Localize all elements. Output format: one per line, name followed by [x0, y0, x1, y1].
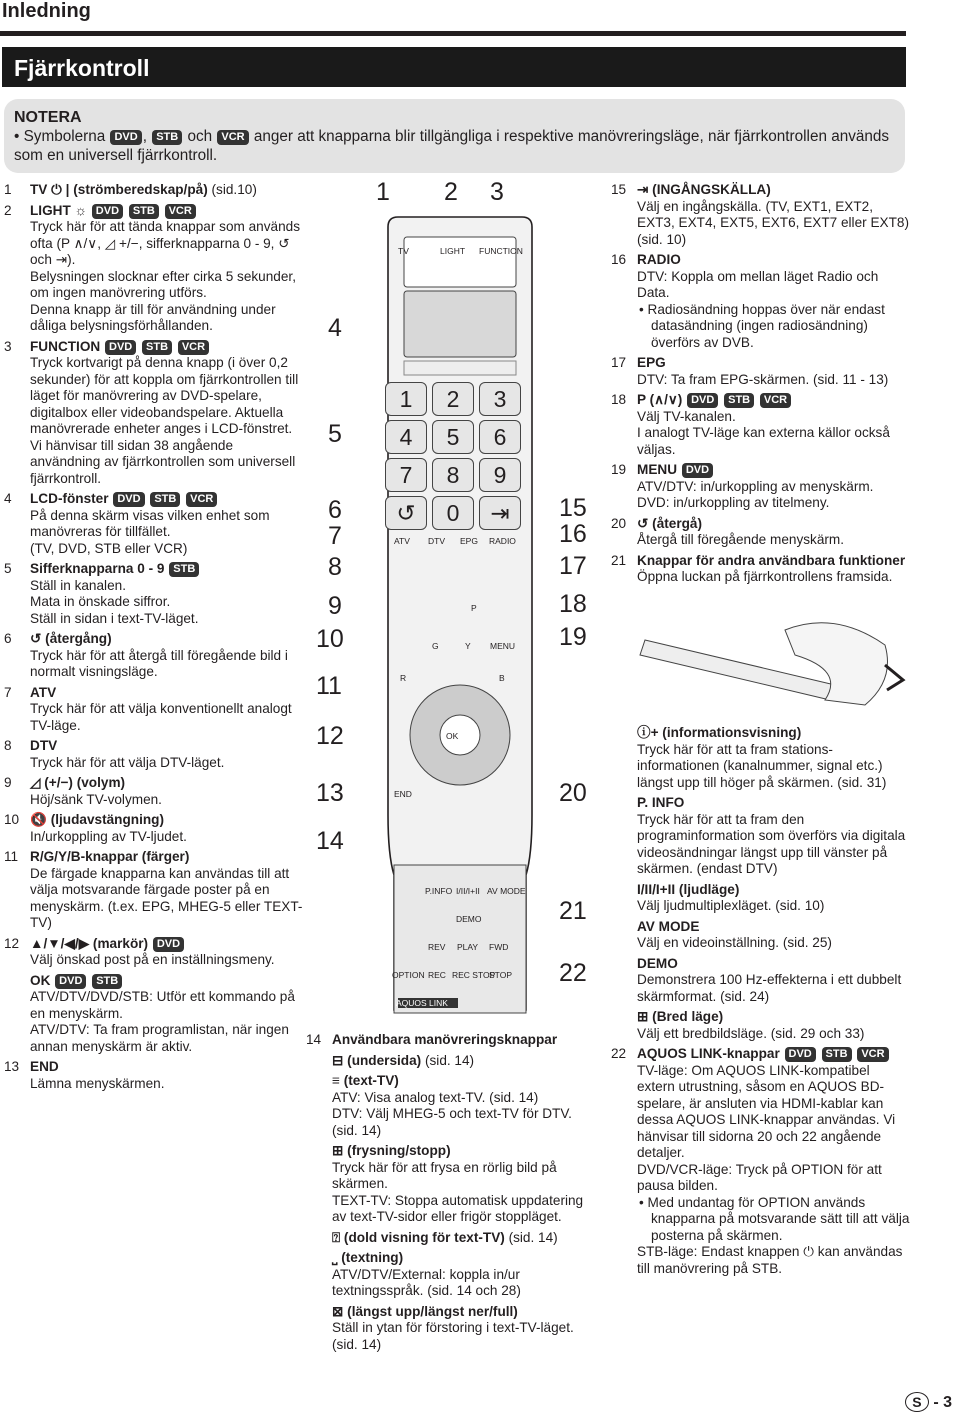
badge-stb: STB: [129, 204, 159, 219]
callout-label: 8: [328, 553, 342, 581]
badge-stb: STB: [92, 974, 122, 989]
item-title: 🔇 (ljudavstängning): [30, 812, 164, 827]
item-title: TV ⏻ | (strömberedskap/på): [30, 182, 208, 197]
item-number: 8: [4, 738, 12, 753]
remote-key: 2: [432, 382, 474, 416]
badge-dvd: DVD: [110, 130, 141, 145]
item-heading: [611, 795, 911, 812]
item-title: DTV: [30, 738, 58, 753]
item-desc: Tryck här för att tända knappar som används ofta (P ∧/∨, ◿ +/−, sifferknapparna 0 - 9, ↺ och ⇥).: [30, 219, 300, 267]
item-heading: [611, 956, 911, 973]
item-desc: Välj TV-kanalen.: [637, 408, 736, 424]
item-heading: [4, 812, 304, 829]
cover-opening-illustration: [635, 610, 915, 710]
badge-vcr: VCR: [186, 492, 217, 507]
item-number: 1: [4, 182, 12, 197]
sub-desc: ATV/DTV/External: koppla in/ur textningsspråk. (sid. 14 och 28): [332, 1266, 521, 1298]
item-title: FUNCTION: [30, 338, 101, 354]
right2-item: [611, 795, 911, 878]
badge-stb: STB: [152, 130, 182, 145]
remote-key: 3: [479, 382, 521, 416]
item-number: 5: [4, 561, 12, 576]
item-title: ⇥ (INGÅNGSKÄLLA): [637, 182, 771, 197]
item-title: P. INFO: [637, 795, 685, 810]
sub-desc: Ställ in ytan för förstoring i text-TV-läget. (sid. 14): [332, 1320, 574, 1352]
remote-key: 9: [479, 458, 521, 492]
item-desc: Tryck kortvarigt på denna knapp (i över 0,2 sekunder) för att koppla om fjärrkontrollen till läget för manövrering av DVD-spelare, digitalbox eller videobandspelare. Aktuella manövrerade enheter anges i LCD-fönstret.: [30, 355, 299, 436]
right-item: [611, 252, 911, 351]
item-title: LIGHT ☼: [30, 202, 88, 218]
item-desc: Välj en ingångskälla. (TV, EXT1, EXT2, EXT3, EXT4, EXT5, EXT6, EXT7 eller EXT8) (sid. 10): [637, 198, 909, 247]
badge-vcr: VCR: [178, 340, 209, 355]
item-title: ATV: [30, 684, 57, 700]
item-heading: [611, 182, 911, 199]
callout-label: 9: [328, 592, 342, 620]
remote-label: P: [471, 603, 477, 613]
item-bullet: • Radiosändning hoppas över när endast datasändning (ingen radiosändning) överförs av DVB.: [639, 301, 885, 350]
item-number: 18: [611, 392, 627, 407]
remote-label: DEMO: [456, 914, 482, 924]
page-number: - 3: [933, 1394, 952, 1411]
badge-vcr: VCR: [165, 204, 196, 219]
callout-label: 7: [328, 522, 342, 550]
item-heading: [611, 355, 911, 372]
item-desc: DTV: Koppla om mellan läget Radio och Data.: [637, 268, 879, 300]
item-desc: DTV: Ta fram EPG-skärmen. (sid. 11 - 13): [637, 371, 889, 387]
remote-key: 8: [432, 458, 474, 492]
item-number: 17: [611, 355, 627, 370]
badge-dvd: DVD: [113, 492, 144, 507]
item-desc: Tryck här för att återgå till föregående bild i normalt visningsläge.: [30, 647, 288, 679]
badge-stb: STB: [822, 1047, 852, 1062]
item-desc: Demonstrera 100 Hz-effekterna i ett dubbelt skärmformat. (sid. 24): [637, 972, 902, 1004]
left-item: [4, 561, 304, 627]
item-heading: [611, 919, 911, 936]
remote-key: 7: [385, 458, 427, 492]
item-desc: DVD/VCR-läge: Tryck på OPTION för att pausa bilden.: [637, 1161, 882, 1193]
item-desc: Tryck här för att ta fram stations-informationen (kanalnummer, signal etc.) längst upp till höger på skärmen. (sid. 31): [637, 741, 887, 790]
item-heading: [611, 462, 911, 479]
callout-label: 6: [328, 496, 342, 524]
item-heading: [611, 516, 911, 533]
left-item: [4, 812, 304, 845]
right2-item: [611, 882, 911, 915]
note-title: NOTERA: [14, 109, 82, 126]
item-title: ▲/▼/◀/▶ (markör): [30, 935, 149, 951]
item-title: R/G/Y/B-knappar (färger): [30, 849, 190, 864]
item-heading: [4, 491, 304, 508]
item-desc: ATV/DTV: in/urkoppling av menyskärm.: [637, 478, 874, 494]
badge-dvd: DVD: [153, 937, 184, 952]
item-title: Användbara manövreringsknappar: [332, 1032, 558, 1047]
callout-label: 16: [559, 520, 587, 548]
item-desc: Ställ in sidan i text-TV-läget.: [30, 610, 199, 626]
item-number: 3: [4, 338, 12, 354]
item-title: ⓘ+ (informationsvisning): [637, 725, 802, 740]
item-heading: [4, 1059, 304, 1076]
callout-label: 21: [559, 897, 587, 925]
tv-label: TV: [398, 246, 409, 256]
callout-label: 3: [490, 178, 504, 206]
remote-label: Y: [465, 641, 471, 651]
remote-label: G: [432, 641, 439, 651]
right-item: [611, 355, 911, 388]
left-item: [4, 936, 304, 969]
item-desc: DVD: in/urkoppling av titelmeny.: [637, 495, 830, 510]
callout-label: 5: [328, 420, 342, 448]
items-right2-column: [611, 725, 911, 1281]
item-heading: [306, 1032, 596, 1049]
remote-label: FWD: [489, 942, 509, 952]
left-item: [4, 1059, 304, 1092]
item-desc: Denna knapp är till för användning under dåliga belysningsförhållanden.: [30, 301, 276, 333]
item-title: ⊞ (Bred läge): [637, 1009, 724, 1024]
item-heading: [611, 392, 911, 409]
remote-label: P.INFO: [425, 886, 453, 896]
item-number: 21: [611, 552, 627, 568]
callout-label: 11: [316, 672, 342, 700]
mode-label: EPG: [460, 536, 478, 546]
item-heading: [4, 561, 304, 578]
item-heading: [4, 738, 304, 755]
item-heading: [4, 182, 304, 199]
item14-column: [306, 1032, 596, 1353]
item-desc: Ställ in kanalen.: [30, 577, 126, 593]
item-number: 2: [4, 202, 12, 218]
callout-label: 1: [376, 178, 390, 206]
mode-label: DTV: [428, 536, 445, 546]
section-title: Fjärrkontroll: [14, 55, 150, 81]
remote-key: 5: [432, 420, 474, 454]
item-desc: (TV, DVD, STB eller VCR): [30, 540, 188, 556]
remote-key: ⇥: [479, 496, 521, 530]
item-heading: [611, 882, 911, 899]
callout-label: 14: [316, 827, 344, 855]
remote-key: 4: [385, 420, 427, 454]
item-desc: Tryck här för att välja konventionellt analogt TV-läge.: [30, 701, 292, 733]
right2-item: [611, 725, 911, 791]
item-title: LCD-fönster: [30, 491, 109, 506]
callout-label: 22: [559, 959, 587, 987]
right2-item: [611, 1009, 911, 1042]
left-item: [4, 973, 304, 1056]
right2-item: [611, 1046, 911, 1277]
left-item: [4, 182, 304, 199]
sub-heading: ⊟ (undersida) (sid. 14): [332, 1052, 475, 1068]
chapter-title: Inledning: [2, 0, 91, 22]
right-item: [611, 516, 911, 549]
remote-key: 1: [385, 382, 427, 416]
function-label: FUNCTION: [479, 246, 523, 256]
sub-heading: ≡ (text-TV): [332, 1073, 399, 1088]
remote-label: AQUOS LINK: [396, 998, 448, 1008]
page-footer: [905, 1392, 952, 1412]
item-title: ↺ (återgång): [30, 631, 112, 646]
item-title: ↺ (återgå): [637, 515, 703, 531]
light-label: LIGHT: [440, 246, 466, 256]
item-number: 14: [306, 1032, 322, 1047]
right-item: [611, 462, 911, 512]
badge-vcr: VCR: [217, 130, 248, 145]
remote-label: REC STOP: [452, 970, 496, 980]
item-desc: TV-läge: Om AQUOS LINK-kompatibel extern utrustning, såsom en AQUOS BD-spelare, är ansluten via HDMI-kablar kan dessa AQUOS LINK-knappar användas. Vi hänvisar till sidorna 20 och 22 angående detaljer.: [637, 1062, 896, 1160]
badge-vcr: VCR: [760, 393, 791, 408]
left-item: [4, 849, 304, 932]
item-desc: De färgade knapparna kan användas till att välja motsvarande färgade poster på en menyskärm. (t.ex. EPG, MHEG-5 eller TEXT-TV): [30, 865, 303, 930]
item-desc: Vi hänvisar till sidan 38 angående användning av fjärrkontrollen som universell fjärrkontroll.: [30, 437, 296, 486]
remote-label: OK: [446, 731, 459, 741]
item-desc: Välj ett bredbildsläge. (sid. 29 och 33): [637, 1025, 865, 1041]
left-item: [4, 685, 304, 735]
note-and: och: [187, 128, 213, 145]
items-left-column: [4, 182, 304, 1096]
item-desc: I analogt TV-läge kan externa källor också väljas.: [637, 425, 890, 457]
right-item: [611, 392, 911, 458]
item-title: AV MODE: [637, 918, 700, 934]
callout-label: 4: [328, 314, 342, 342]
left-item: [4, 775, 304, 808]
item-desc: Tryck här för att välja DTV-läget.: [30, 754, 225, 770]
item-desc: ATV/DTV/DVD/STB: Utför ett kommando på en menyskärm.: [30, 989, 295, 1021]
item-ref: (sid.10): [211, 182, 257, 197]
remote-label: R: [400, 673, 407, 683]
item-desc: Välj en videoinställning. (sid. 25): [637, 935, 832, 950]
badge-dvd: DVD: [55, 974, 86, 989]
mode-label: ATV: [394, 536, 410, 546]
item-title: Knappar för andra användbara funktioner: [637, 552, 906, 568]
item-title: AQUOS LINK-knappar: [637, 1046, 780, 1061]
item-desc: Belysningen slocknar efter cirka 5 sekunder, om ingen manövrering utförs.: [30, 268, 296, 300]
item-desc: ATV/DTV: Ta fram programlistan, när ingen annan menyskärm är aktiv.: [30, 1022, 289, 1054]
remote-label: OPTION: [392, 970, 425, 980]
callout-label: 10: [316, 625, 344, 653]
right-item: [611, 182, 911, 248]
remote-label: MENU: [490, 641, 516, 651]
header-rule: [0, 31, 906, 36]
sub-desc: ATV: Visa analog text-TV. (sid. 14): [332, 1089, 539, 1105]
item-title: DEMO: [637, 955, 678, 971]
item-desc: Höj/sänk TV-volymen.: [30, 791, 162, 807]
remote-body: [380, 215, 540, 1020]
item-heading: [4, 849, 304, 866]
badge-stb: STB: [724, 393, 754, 408]
remote-label: STOP: [489, 970, 512, 980]
badge-stb: STB: [169, 562, 199, 577]
callout-label: 15: [559, 494, 587, 522]
callout-label: 19: [559, 623, 587, 651]
sub-heading: ⊠ (längst upp/längst ner/full): [332, 1303, 518, 1319]
sub-desc: TEXT-TV: Stoppa automatisk uppdatering av text-TV-sidor eller frigör stoppläget.: [332, 1192, 584, 1224]
mode-label: RADIO: [489, 536, 516, 546]
remote-label: I/II/I+II: [456, 886, 480, 896]
remote-label: AV MODE: [487, 886, 526, 896]
left-item: [4, 203, 304, 335]
right2-item: [611, 956, 911, 1006]
sub-heading: ⍰ (dold visning för text-TV) (sid. 14): [332, 1229, 558, 1245]
item-desc: In/urkoppling av TV-ljudet.: [30, 828, 187, 844]
badge-stb: STB: [142, 340, 172, 355]
item-desc: Mata in önskade siffror.: [30, 594, 171, 609]
right-item: [611, 553, 911, 586]
callout-label: 18: [559, 590, 587, 618]
badge-dvd: DVD: [687, 393, 718, 408]
item-number: 22: [611, 1046, 627, 1061]
item-title: I/II/I+II (ljudläge): [637, 881, 740, 897]
callout-label: 2: [444, 178, 458, 206]
badge-vcr: VCR: [857, 1047, 888, 1062]
item-number: 11: [4, 849, 19, 864]
item-desc: Lämna menyskärmen.: [30, 1075, 165, 1091]
item-number: 12: [4, 935, 20, 951]
item-number: 15: [611, 182, 627, 197]
language-badge: S: [905, 1392, 929, 1412]
item-title: Sifferknapparna 0 - 9: [30, 561, 165, 576]
sub-heading: ⎵ (textning): [332, 1250, 404, 1265]
callout-label: 12: [316, 722, 344, 750]
item-desc: På denna skärm visas vilken enhet som manövreras för tillfället.: [30, 507, 270, 539]
left-item: [4, 491, 304, 557]
item-title: P (∧/∨): [637, 392, 683, 407]
item-number: 13: [4, 1059, 20, 1074]
item-number: 6: [4, 631, 12, 646]
sub-desc: DTV: Välj MHEG-5 och text-TV för DTV. (sid. 14): [332, 1106, 572, 1138]
note-suffix: anger att knapparna blir tillgängliga i respektive manövreringsläge, när fjärrkontrollen används som en universell fjärrkontroll.: [14, 128, 890, 164]
remote-key: 0: [432, 496, 474, 530]
item-heading: [611, 1046, 911, 1063]
item-desc: Välj ljudmultiplexläget. (sid. 10): [637, 898, 825, 913]
left-item: [4, 339, 304, 488]
remote-label: PLAY: [457, 942, 479, 952]
item-heading: [4, 631, 304, 648]
badge-dvd: DVD: [92, 204, 123, 219]
callout-label: 20: [559, 779, 587, 807]
item-desc: Öppna luckan på fjärrkontrollens framsida.: [637, 569, 893, 584]
item-number: 4: [4, 491, 12, 506]
item-number: 20: [611, 515, 627, 531]
item-heading: [611, 252, 911, 269]
item-number: 9: [4, 775, 12, 790]
item-heading: [4, 339, 304, 356]
item-desc: Återgå till föregående menyskärm.: [637, 532, 845, 547]
item-title: END: [30, 1059, 59, 1074]
callout-label: 17: [559, 552, 587, 580]
item-title: MENU: [637, 462, 678, 477]
remote-label: B: [499, 673, 505, 683]
item-number: 7: [4, 684, 12, 700]
badge-stb: STB: [150, 492, 180, 507]
item-title: RADIO: [637, 252, 681, 267]
item-number: 16: [611, 252, 627, 267]
remote-label: END: [394, 789, 412, 799]
remote-key: 6: [479, 420, 521, 454]
item-desc: Tryck här för att ta fram den programinformation som överförs via digitala videosändningar längst upp till vänster på skärmen. (endast DTV): [637, 811, 906, 876]
badge-dvd: DVD: [682, 463, 713, 478]
sub-desc: Tryck här för att frysa en rörlig bild på skärmen.: [332, 1159, 557, 1191]
left-item: [4, 738, 304, 771]
note-prefix: Symbolerna: [23, 128, 106, 145]
item-title: ◿ (+/−) (volym): [30, 775, 126, 790]
item-heading: [4, 936, 304, 953]
item-heading: [4, 973, 304, 990]
item-title: OK: [30, 972, 51, 988]
badge-dvd: DVD: [105, 340, 136, 355]
badge-dvd: DVD: [785, 1047, 816, 1062]
item-number: 19: [611, 462, 627, 477]
callout-label: 13: [316, 779, 344, 807]
note-text: • Symbolerna DVD , STB och VCR anger att knapparna blir tillgängliga i respektive manövreringsläge, när fjärrkontrollen används som en universell fjärrkontroll.: [14, 128, 890, 164]
item-bullet: • Med undantag för OPTION används knapparna på motsvarande sätt till att välja posterna på skärmen.: [639, 1194, 910, 1243]
remote-key: ↺: [385, 496, 427, 530]
item-heading: [4, 775, 304, 792]
item-number: 10: [4, 812, 20, 827]
item-heading: [4, 203, 304, 220]
item-heading: [611, 725, 911, 742]
remote-label: REV: [428, 942, 446, 952]
left-item: [4, 631, 304, 681]
item-heading: [4, 685, 304, 702]
items-right-column: [611, 182, 911, 590]
item-desc: Välj önskad post på en inställningsmeny.: [30, 952, 275, 967]
sub-heading: ⊞ (frysning/stopp): [332, 1143, 451, 1158]
remote-label: REC: [428, 970, 446, 980]
item-heading: [611, 553, 911, 570]
item-desc: STB-läge: Endast knappen ⏻ kan användas till manövrering på STB.: [637, 1244, 903, 1276]
right2-item: [611, 919, 911, 952]
item-heading: [611, 1009, 911, 1026]
item-title: EPG: [637, 355, 666, 370]
